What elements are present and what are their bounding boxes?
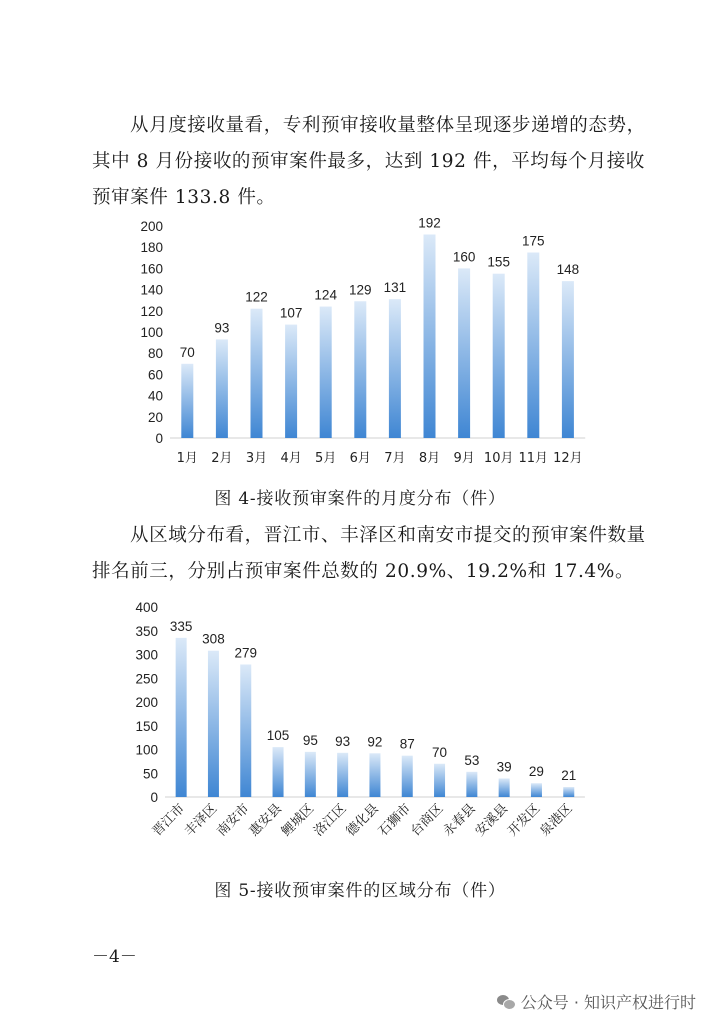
data-label: 87 bbox=[399, 736, 415, 752]
y-tick-label: 120 bbox=[140, 303, 163, 319]
data-label: 21 bbox=[561, 768, 577, 784]
bar bbox=[176, 638, 187, 797]
data-label: 95 bbox=[302, 732, 318, 748]
footer-text: 公众号 · 知识产权进行时 bbox=[520, 993, 696, 1012]
y-tick-label: 100 bbox=[135, 742, 158, 758]
x-tick-label: 安溪县 bbox=[472, 801, 511, 840]
caption-region: 图 5-接收预审案件的区域分布（件） bbox=[214, 881, 506, 901]
data-label: 70 bbox=[179, 344, 195, 360]
paragraph-region: 从区域分布看，晋江市、丰泽区和南安市提交的预审案件数量排名前三，分别占预审案件总数的 20.9%、19.2%和 17.4%。 bbox=[92, 525, 646, 582]
x-tick-label: 丰泽区 bbox=[182, 801, 221, 840]
data-label: 308 bbox=[202, 631, 225, 647]
x-tick-label: 11月 bbox=[518, 451, 549, 466]
y-tick-label: 50 bbox=[142, 766, 158, 782]
y-tick-label: 160 bbox=[140, 261, 163, 277]
y-tick-label: 400 bbox=[135, 600, 158, 615]
wechat-icon bbox=[497, 994, 515, 1010]
caption-monthly: 图 4-接收预审案件的月度分布（件） bbox=[214, 489, 506, 509]
bar bbox=[240, 664, 251, 797]
data-label: 93 bbox=[335, 733, 351, 749]
x-tick-label: 晋江市 bbox=[149, 801, 188, 840]
data-label: 124 bbox=[314, 287, 337, 303]
x-tick-label: 3月 bbox=[245, 451, 268, 466]
y-tick-label: 140 bbox=[140, 282, 163, 298]
bar bbox=[531, 783, 542, 797]
x-tick-label: 开发区 bbox=[505, 801, 544, 840]
x-tick-label: 洛江区 bbox=[311, 801, 350, 840]
x-tick-label: 7月 bbox=[384, 451, 406, 466]
x-tick-label: 1月 bbox=[176, 451, 198, 466]
bar bbox=[337, 753, 348, 797]
data-label: 39 bbox=[496, 759, 512, 775]
y-tick-label: 40 bbox=[147, 388, 163, 404]
x-tick-label: 惠安县 bbox=[246, 801, 285, 840]
bar bbox=[466, 772, 477, 797]
page-number: －4－ bbox=[92, 947, 137, 967]
y-tick-label: 200 bbox=[140, 219, 163, 234]
y-tick-label: 0 bbox=[155, 431, 163, 446]
x-tick-label: 10月 bbox=[483, 451, 514, 466]
bar bbox=[434, 764, 445, 797]
bar bbox=[305, 752, 316, 797]
bar bbox=[499, 778, 510, 797]
y-tick-label: 180 bbox=[140, 240, 163, 256]
x-tick-label: 6月 bbox=[349, 451, 371, 466]
x-tick-label: 永春县 bbox=[440, 801, 479, 840]
y-tick-label: 0 bbox=[150, 790, 158, 805]
y-tick-label: 100 bbox=[140, 325, 163, 340]
y-tick-label: 150 bbox=[135, 718, 158, 734]
data-label: 155 bbox=[487, 254, 510, 270]
x-tick-label: 鲤城区 bbox=[278, 801, 318, 840]
data-label: 175 bbox=[522, 233, 545, 249]
data-label: 129 bbox=[349, 282, 372, 298]
x-tick-label: 4月 bbox=[280, 451, 302, 466]
bar bbox=[369, 753, 380, 797]
bar bbox=[273, 747, 284, 797]
data-label: 70 bbox=[432, 744, 448, 760]
data-label: 122 bbox=[245, 289, 268, 305]
bar bbox=[208, 651, 219, 797]
x-tick-label: 5月 bbox=[315, 451, 337, 466]
paragraph-monthly: 从月度接收量看，专利预审接收量整体呈现逐步递增的态势，其中 8 月份接收的预审案件最多，达到 192 件，平均每个月接收预审案件 133.8 件。 bbox=[92, 115, 646, 208]
y-tick-label: 200 bbox=[135, 695, 158, 710]
data-label: 93 bbox=[214, 320, 230, 336]
footer-wechat bbox=[497, 990, 696, 1013]
data-label: 131 bbox=[383, 280, 407, 296]
x-tick-label: 8月 bbox=[418, 451, 441, 466]
data-label: 107 bbox=[279, 305, 303, 321]
x-tick-label: 泉港区 bbox=[537, 801, 576, 840]
x-tick-label: 台商区 bbox=[408, 801, 447, 840]
x-tick-label: 石狮市 bbox=[375, 801, 415, 840]
y-tick-label: 20 bbox=[147, 409, 163, 425]
bar bbox=[563, 787, 574, 797]
data-label: 160 bbox=[452, 249, 476, 265]
x-tick-label: 南安市 bbox=[214, 801, 253, 840]
y-tick-label: 300 bbox=[135, 647, 158, 663]
data-label: 192 bbox=[418, 215, 441, 231]
data-label: 105 bbox=[266, 728, 290, 744]
data-label: 53 bbox=[464, 752, 480, 768]
y-tick-label: 250 bbox=[135, 671, 158, 687]
bar bbox=[402, 756, 413, 797]
y-tick-label: 350 bbox=[135, 623, 158, 639]
x-tick-label: 2月 bbox=[211, 451, 233, 466]
y-tick-label: 60 bbox=[147, 367, 163, 383]
x-tick-label: 9月 bbox=[453, 451, 475, 466]
data-label: 148 bbox=[556, 262, 580, 278]
x-tick-label: 德化县 bbox=[343, 801, 382, 840]
data-label: 335 bbox=[169, 618, 193, 634]
data-label: 29 bbox=[528, 764, 544, 780]
data-label: 279 bbox=[234, 645, 258, 661]
data-label: 92 bbox=[367, 734, 383, 750]
y-tick-label: 80 bbox=[147, 346, 163, 362]
x-tick-label: 12月 bbox=[553, 451, 583, 466]
